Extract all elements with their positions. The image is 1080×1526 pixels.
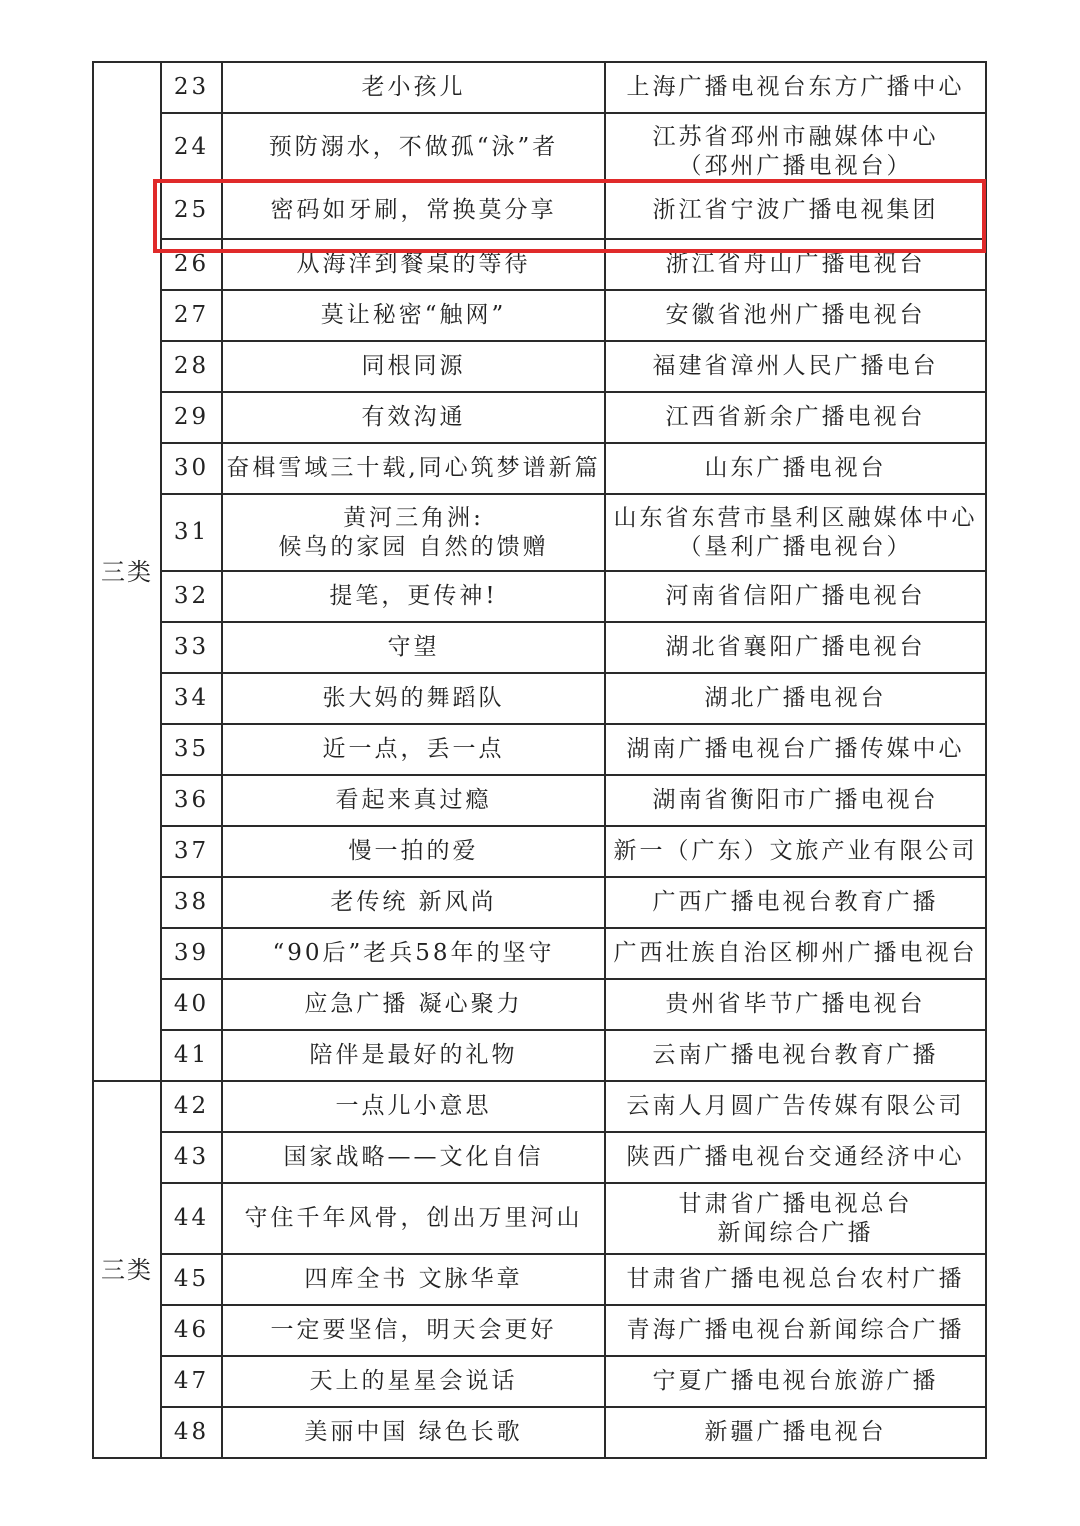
- row-number: 48: [161, 1407, 222, 1458]
- organization: [605, 673, 986, 724]
- organization-line: 青海广播电视台新闻综合广播: [626, 1317, 965, 1344]
- organization: [605, 928, 986, 979]
- table-row: [93, 1081, 986, 1132]
- organization-line: 山东省东营市垦利区融媒体中心: [613, 504, 978, 531]
- organization-line: 河南省信阳广播电视台: [665, 583, 926, 610]
- organization: [605, 1356, 986, 1407]
- table-row: [93, 494, 986, 571]
- work-title-line: 近一点，丢一点: [322, 736, 505, 763]
- table-row: [93, 1030, 986, 1081]
- work-title: [222, 979, 605, 1030]
- organization-line: 湖南省衡阳市广播电视台: [652, 787, 939, 814]
- row-number: 40: [161, 979, 222, 1030]
- organization: [605, 113, 986, 181]
- work-title-line: 张大妈的舞蹈队: [322, 685, 505, 712]
- row-number: 33: [161, 622, 222, 673]
- organization-line: 云南广播电视台教育广播: [652, 1042, 939, 1069]
- work-title-line: 有效沟通: [361, 404, 466, 431]
- organization-line: 浙江省宁波广播电视集团: [652, 196, 939, 223]
- organization: [605, 826, 986, 877]
- organization-line: 陕西广播电视台交通经济中心: [626, 1144, 965, 1171]
- work-title-line: 守望: [387, 634, 440, 661]
- organization-line: 上海广播电视台东方广播中心: [626, 74, 965, 101]
- work-title-line: 黄河三角洲:: [343, 504, 484, 531]
- table-row: [93, 392, 986, 443]
- awards-table: [92, 61, 987, 1459]
- organization-line: 福建省漳州人民广播电台: [652, 353, 939, 380]
- organization-line: 湖北省襄阳广播电视台: [665, 634, 926, 661]
- work-title-line: 看起来真过瘾: [335, 787, 492, 814]
- row-number: 36: [161, 775, 222, 826]
- organization-line: 湖北广播电视台: [704, 685, 887, 712]
- organization-line: 甘肃省广播电视总台: [678, 1190, 913, 1217]
- row-number: 39: [161, 928, 222, 979]
- organization-line: 湖南广播电视台广播传媒中心: [626, 736, 965, 763]
- row-number: 41: [161, 1030, 222, 1081]
- organization-line: 新一（广东）文旅产业有限公司: [613, 838, 978, 865]
- row-number: 38: [161, 877, 222, 928]
- organization: [605, 775, 986, 826]
- row-number: 30: [161, 443, 222, 494]
- organization: [605, 622, 986, 673]
- work-title: [222, 1407, 605, 1458]
- work-title: [222, 1254, 605, 1305]
- table-row: [93, 724, 986, 775]
- work-title-line: 提笔，更传神!: [329, 583, 498, 610]
- row-number: 47: [161, 1356, 222, 1407]
- table-row: [93, 341, 986, 392]
- table-row: [93, 62, 986, 113]
- organization-line: 新疆广播电视台: [704, 1419, 887, 1446]
- row-number: 25: [161, 181, 222, 239]
- organization-line: 宁夏广播电视台旅游广播: [652, 1368, 939, 1395]
- organization-line: （垦利广播电视台）: [678, 533, 913, 560]
- row-number: 28: [161, 341, 222, 392]
- work-title-line: 奋楫雪域三十载,同心筑梦谱新篇: [226, 455, 601, 482]
- table-row: [93, 1356, 986, 1407]
- organization-line: 浙江省舟山广播电视台: [665, 251, 926, 278]
- work-title: [222, 724, 605, 775]
- organization: [605, 1254, 986, 1305]
- work-title: [222, 290, 605, 341]
- work-title-line: 一点儿小意思: [335, 1093, 492, 1120]
- table-row: [93, 239, 986, 290]
- work-title-line: 莫让秘密“触网”: [320, 302, 507, 329]
- work-title-line: 一定要坚信，明天会更好: [270, 1317, 557, 1344]
- row-number: 46: [161, 1305, 222, 1356]
- table-row: [93, 181, 986, 239]
- organization-line: 贵州省毕节广播电视台: [665, 991, 926, 1018]
- work-title: [222, 1132, 605, 1183]
- organization: [605, 979, 986, 1030]
- work-title: [222, 826, 605, 877]
- row-number: 27: [161, 290, 222, 341]
- table-row: [93, 775, 986, 826]
- row-number: 23: [161, 62, 222, 113]
- organization: [605, 877, 986, 928]
- organization: [605, 571, 986, 622]
- table-row: [93, 1305, 986, 1356]
- work-title: [222, 494, 605, 571]
- row-number: 29: [161, 392, 222, 443]
- organization: [605, 1030, 986, 1081]
- organization-line: 江西省新余广播电视台: [665, 404, 926, 431]
- work-title-line: 四库全书 文脉华章: [304, 1266, 523, 1293]
- work-title-line: “90后”老兵58年的坚守: [272, 940, 555, 967]
- organization: [605, 290, 986, 341]
- table-row: [93, 622, 986, 673]
- organization-line: 江苏省邳州市融媒体中心: [652, 124, 939, 151]
- organization: [605, 1407, 986, 1458]
- table-row: [93, 443, 986, 494]
- row-number: 26: [161, 239, 222, 290]
- organization: [605, 494, 986, 571]
- row-number: 45: [161, 1254, 222, 1305]
- category-cell: 三类: [93, 62, 161, 1081]
- work-title-line: 同根同源: [361, 353, 466, 380]
- work-title-line: 密码如牙刷，常换莫分享: [270, 196, 557, 223]
- organization: [605, 392, 986, 443]
- work-title: [222, 341, 605, 392]
- work-title: [222, 673, 605, 724]
- work-title: [222, 1030, 605, 1081]
- work-title: [222, 928, 605, 979]
- work-title: [222, 1183, 605, 1254]
- table-row: [93, 1183, 986, 1254]
- work-title: [222, 1081, 605, 1132]
- organization-line: 新闻综合广播: [717, 1219, 874, 1246]
- row-number: 32: [161, 571, 222, 622]
- organization-line: 云南人月圆广告传媒有限公司: [626, 1093, 965, 1120]
- table-row: [93, 979, 986, 1030]
- table-row: [93, 113, 986, 181]
- table-row: [93, 1407, 986, 1458]
- organization: [605, 1081, 986, 1132]
- work-title: [222, 1305, 605, 1356]
- table-row: [93, 1132, 986, 1183]
- organization: [605, 1305, 986, 1356]
- work-title: [222, 877, 605, 928]
- work-title-line: 预防溺水，不做孤“泳”者: [268, 133, 559, 160]
- work-title: [222, 62, 605, 113]
- organization-line: 广西广播电视台教育广播: [652, 889, 939, 916]
- work-title-line: 美丽中国 绿色长歌: [304, 1419, 523, 1446]
- row-number: 24: [161, 113, 222, 181]
- row-number: 35: [161, 724, 222, 775]
- work-title-line: 应急广播 凝心聚力: [304, 991, 523, 1018]
- table-row: [93, 571, 986, 622]
- work-title-line: 候鸟的家园 自然的馈赠: [278, 533, 549, 560]
- organization: [605, 1183, 986, 1254]
- organization: [605, 239, 986, 290]
- work-title: [222, 775, 605, 826]
- row-number: 42: [161, 1081, 222, 1132]
- organization: [605, 341, 986, 392]
- work-title-line: 守住千年风骨，创出万里河山: [244, 1205, 583, 1232]
- row-number: 43: [161, 1132, 222, 1183]
- work-title-line: 老小孩儿: [361, 74, 466, 101]
- work-title: [222, 443, 605, 494]
- work-title: [222, 1356, 605, 1407]
- table-row: [93, 877, 986, 928]
- row-number: 37: [161, 826, 222, 877]
- work-title: [222, 622, 605, 673]
- row-number: 44: [161, 1183, 222, 1254]
- organization: [605, 724, 986, 775]
- table-row: [93, 928, 986, 979]
- organization-line: （邳州广播电视台）: [678, 153, 913, 179]
- organization-line: 甘肃省广播电视总台农村广播: [626, 1266, 965, 1293]
- work-title-line: 慢一拍的爱: [348, 838, 479, 865]
- table-row: [93, 1254, 986, 1305]
- work-title-line: 天上的星星会说话: [309, 1368, 518, 1395]
- work-title: [222, 392, 605, 443]
- work-title: [222, 239, 605, 290]
- organization: [605, 1132, 986, 1183]
- work-title: [222, 181, 605, 239]
- organization-line: 安徽省池州广播电视台: [665, 302, 926, 329]
- row-number: 31: [161, 494, 222, 571]
- category-cell: 三类: [93, 1081, 161, 1458]
- work-title-line: 从海洋到餐桌的等待: [296, 251, 531, 278]
- work-title-line: 国家战略——文化自信: [283, 1144, 544, 1171]
- work-title-line: 老传统 新风尚: [330, 889, 497, 916]
- organization-line: 山东广播电视台: [704, 455, 887, 482]
- organization: [605, 181, 986, 239]
- organization: [605, 443, 986, 494]
- table-row: [93, 673, 986, 724]
- work-title: [222, 113, 605, 181]
- work-title-line: 陪伴是最好的礼物: [309, 1042, 518, 1069]
- row-number: 34: [161, 673, 222, 724]
- table-row: [93, 826, 986, 877]
- table-row: [93, 290, 986, 341]
- work-title: [222, 571, 605, 622]
- organization-line: 广西壮族自治区柳州广播电视台: [613, 940, 978, 967]
- organization: [605, 62, 986, 113]
